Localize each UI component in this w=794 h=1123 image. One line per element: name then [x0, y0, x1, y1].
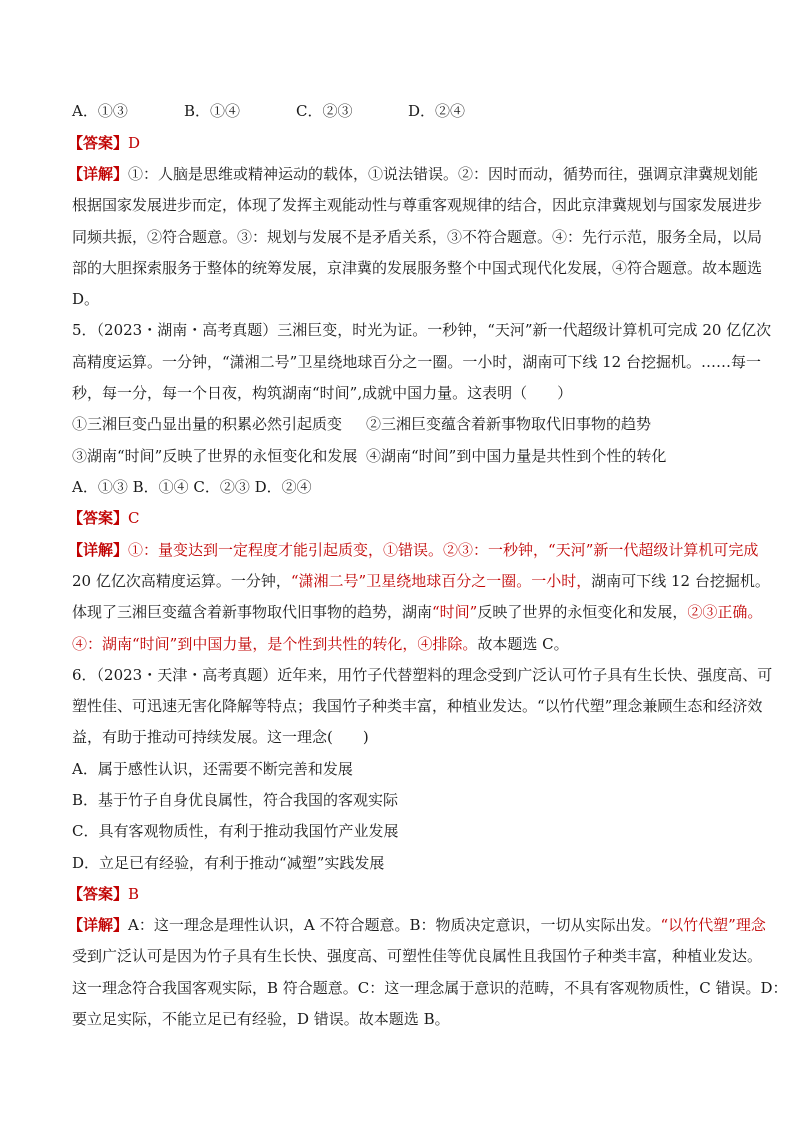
q4-options — [72, 101, 744, 121]
q5-detail-line-3 — [72, 602, 763, 622]
q4-detail-line-2: 根据国家发展进步而定，体现了发挥主观能动性与尊重客观规律的结合，因此京津冀规划与国家发展进步 — [72, 196, 763, 214]
q4-detail-line-1 — [68, 164, 759, 184]
q6-option-a: A．属于感性认识，还需要不断完善和发展 — [72, 760, 353, 778]
q4-option-c: C．②③ — [296, 102, 353, 120]
detail-text: 体现了三湘巨变蕴含着新事物取代旧事物的趋势，湖南 — [72, 603, 433, 621]
q5-statement-2: ②三湘巨变蕴含着新事物取代旧事物的趋势 — [366, 415, 652, 433]
detail-text: ①：人脑是思维或精神运动的载体，①说法错误。②：因时而动，循势而往，强调京津冀规划能 — [128, 165, 759, 183]
q5-statements-row-1 — [72, 414, 744, 434]
q5-stem-line-1: 5．（2023・湖南・高考真题）三湘巨变，时光为证。一秒钟，“天河”新一代超级计算机可完成 20 亿亿次 — [72, 321, 772, 339]
detail-label: 【详解】 — [68, 916, 129, 934]
q6-answer — [68, 884, 744, 904]
q5-statement-3: ③湖南“时间”反映了世界的永恒变化和发展 — [72, 447, 358, 465]
q5-statements-row-2 — [72, 446, 744, 466]
detail-text: “潇湘二号”卫星绕地球百分之一圈。一小时， — [290, 572, 592, 590]
answer-label: 【答案】 — [68, 885, 129, 903]
q5-detail-line-2 — [72, 571, 770, 591]
q5-stem-line-3: 秒，每一分，每一个日夜，构筑湖南“时间”,成就中国力量。这表明（ ） — [72, 384, 573, 402]
q4-answer — [68, 133, 744, 153]
q6-stem-line-3: 益，有助于推动可持续发展。这一理念( ) — [72, 728, 369, 746]
answer-value: B — [128, 885, 140, 903]
q4-option-a: A．①③ — [72, 102, 128, 120]
q6-option-b: B．基于竹子自身优良属性，符合我国的客观实际 — [72, 791, 399, 809]
q6-option-c: C．具有客观物质性，有利于推动我国竹产业发展 — [72, 822, 399, 840]
detail-text: 故本题选 C。 — [477, 635, 569, 653]
q6-stem-line-1: 6．（2023・天津・高考真题）近年来，用竹子代替塑料的理念受到广泛认可竹子具有生长快、强度高、可 — [72, 666, 773, 684]
q5-options: A．①③ B．①④ C．②③ D．②④ — [72, 478, 312, 496]
detail-text: “天河”新一代超级计算机可完成 — [548, 541, 759, 559]
q6-option-d: D．立足已有经验，有利于推动“减塑”实践发展 — [72, 854, 385, 872]
q4-detail-line-5: D。 — [72, 290, 100, 308]
q5-answer — [68, 508, 744, 528]
detail-label: 【详解】 — [68, 541, 129, 559]
answer-label: 【答案】 — [68, 134, 129, 152]
q4-option-b: B．①④ — [184, 102, 241, 120]
detail-text: 反映了世界的永恒变化和发展， — [477, 603, 688, 621]
q5-detail-line-4 — [72, 634, 744, 654]
detail-text: ④：湖南“时间”到中国力量，是个性到共性的转化，④排除。 — [72, 635, 478, 653]
detail-text: 20 亿亿次高精度运算。一分钟， — [72, 572, 291, 590]
q4-option-d: D．②④ — [408, 102, 466, 120]
q6-detail-line-4: 要立足实际，不能立足已有经验，D 错误。故本题选 B。 — [72, 1010, 450, 1028]
q5-statement-4: ④湖南“时间”到中国力量是共性到个性的转化 — [366, 447, 667, 465]
q5-statement-1: ①三湘巨变凸显出量的积累必然引起质变 — [72, 415, 343, 433]
detail-text: 湖南可下线 12 台挖掘机。 — [591, 572, 770, 590]
detail-text: ①：量变达到一定程度才能引起质变，①错误。②③：一秒钟， — [128, 541, 549, 559]
q4-detail-line-3: 同频共振，②符合题意。③：规划与发展不是矛盾关系，③不符合题意。④：先行示范，服务全局，以局 — [72, 228, 763, 246]
answer-value: D — [128, 134, 141, 152]
q6-detail-line-1 — [68, 915, 766, 935]
q5-detail-line-1 — [68, 540, 759, 560]
q5-stem-line-2: 高精度运算。一分钟，“潇湘二号”卫星绕地球百分之一圈。一小时，湖南可下线 12 台挖掘机。……每一 — [72, 353, 761, 371]
answer-label: 【答案】 — [68, 509, 129, 527]
detail-text: A：这一理念是理性认识，A 不符合题意。B：物质决定意识，一切从实际出发。 — [128, 916, 661, 934]
q6-stem-line-2: 塑性佳、可迅速无害化降解等特点；我国竹子种类丰富，种植业发达。“以竹代塑”理念兼顾生态和经济效 — [72, 697, 763, 715]
detail-label: 【详解】 — [68, 165, 129, 183]
q6-detail-line-2: 受到广泛认可是因为竹子具有生长快、强度高、可塑性佳等优良属性且我国竹子种类丰富，种植业发达。 — [72, 947, 763, 965]
q6-detail-line-3: 这一理念符合我国客观实际，B 符合题意。C：这一理念属于意识的范畴，不具有客观物质性，C 错误。D： — [72, 979, 788, 997]
detail-text: “时间” — [432, 603, 478, 621]
answer-value: C — [128, 509, 140, 527]
q4-detail-line-4: 部的大胆探索服务于整体的统筹发展，京津冀的发展服务整个中国式现代化发展，④符合题意。故本题选 — [72, 259, 763, 277]
detail-text: ②③正确。 — [687, 603, 763, 621]
detail-text: “以竹代塑”理念 — [660, 916, 766, 934]
